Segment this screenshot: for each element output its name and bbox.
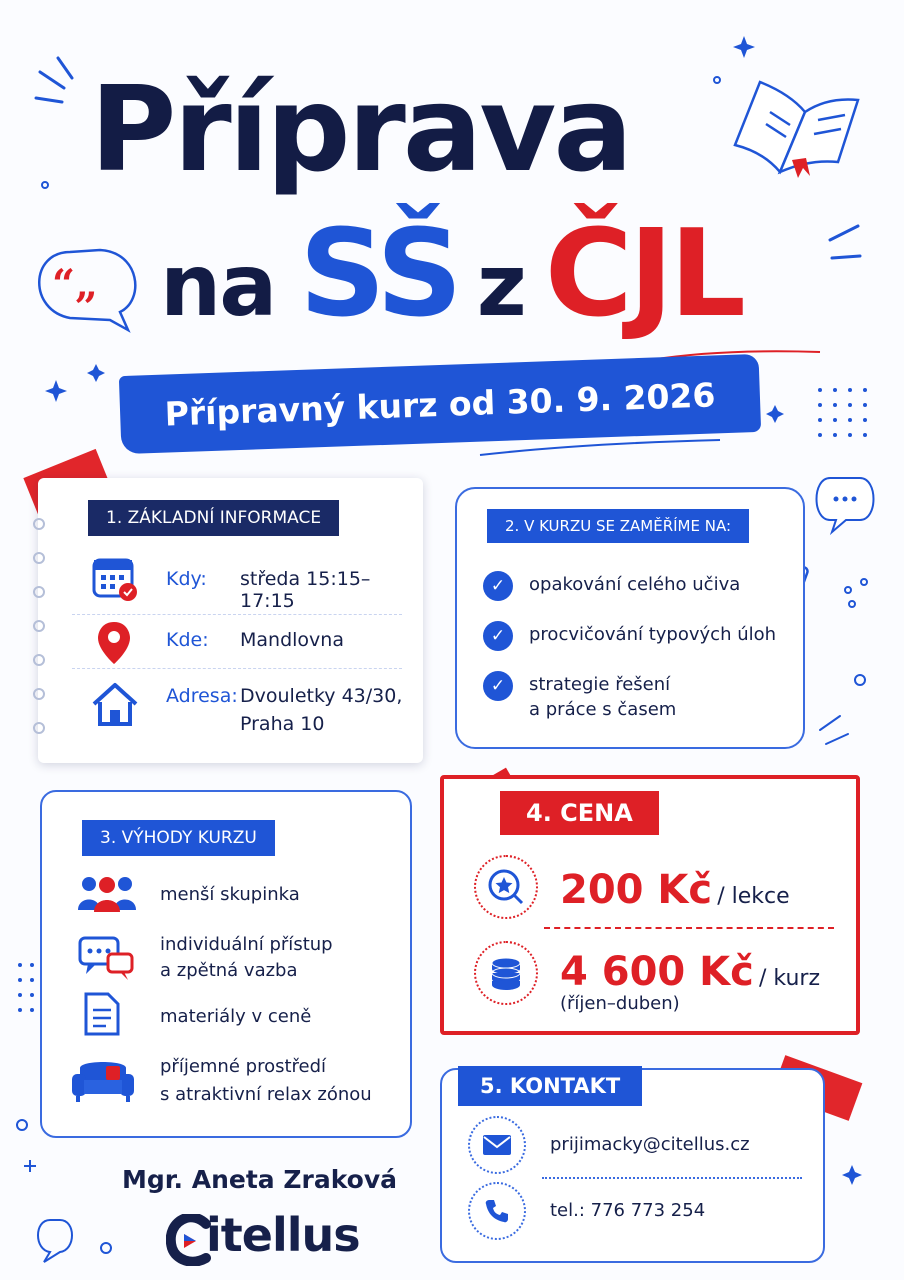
title-cjl: ČJL [544,205,742,344]
home-icon [90,680,140,734]
coins-icon [474,941,538,1005]
where-key: Kde: [166,629,209,651]
contact-email[interactable]: prijimacky@citellus.cz [550,1134,750,1155]
lesson-price-row [560,867,790,913]
check-icon: ✓ [483,571,513,601]
divider [542,1177,802,1179]
document-icon [82,990,122,1042]
benefit-item: menší skupinka [160,884,300,905]
lesson-unit: / lekce [717,884,790,909]
price-tag-icon [474,855,538,919]
course-focus-card [455,487,805,749]
contact-card [440,1068,825,1263]
address-line-1: Dvouletky 43/30, [240,685,403,707]
benefit-item-line-1: příjemné prostředí [160,1056,327,1077]
teacher-name: Mgr. Aneta Zraková [122,1165,397,1194]
focus-item: procvičování typových úloh [529,624,777,645]
when-value: středa 15:15–17:15 [240,568,371,612]
address-key: Adresa: [166,685,238,707]
divider [72,614,402,615]
contact-phone[interactable]: tel.: 776 773 254 [550,1200,706,1221]
benefit-item-line-1: individuální přístup [160,934,333,955]
check-icon: ✓ [483,621,513,651]
course-period: (říjen–duben) [560,993,680,1014]
when-key: Kdy: [166,568,207,590]
title-na: na [160,236,276,336]
price-label: 4. CENA [500,791,659,835]
phone-icon [468,1182,526,1240]
basic-info-label: 1. ZÁKLADNÍ INFORMACE [88,500,339,536]
focus-item: opakování celého učiva [529,574,741,595]
title-line-2 [160,205,742,344]
title-z: z [476,236,527,336]
chat-icon [78,934,138,988]
calendar-icon [90,552,140,606]
divider [544,927,834,929]
benefit-item: materiály v ceně [160,1006,312,1027]
title-ss: SŠ [299,205,459,344]
price-card [440,775,860,1035]
benefit-item-line-2: s atraktivní relax zónou [160,1084,372,1105]
sofa-icon [70,1054,136,1108]
check-icon: ✓ [483,671,513,701]
benefit-item-line-2: a zpětná vazba [160,960,298,981]
contact-label: 5. KONTAKT [458,1066,642,1106]
title-line-1: Příprava [90,60,630,198]
course-price: 4 600 Kč [560,949,754,995]
course-unit: / kurz [758,966,820,991]
benefits-label: 3. VÝHODY KURZU [82,820,275,856]
lesson-price: 200 Kč [560,867,713,913]
benefits-card [40,790,412,1138]
focus-item-line-1: strategie řešení [529,674,671,695]
logo-text: itellus [206,1208,360,1262]
where-value: Mandlovna [240,629,344,651]
svg-text:“„: “„ [52,261,99,308]
address-line-2: Praha 10 [240,713,325,735]
notebook-rings [32,514,46,744]
basic-info-card [38,478,423,763]
group-icon [76,874,138,918]
divider [72,668,402,669]
course-focus-label: 2. V KURZU SE ZAMĚŘÍME NA: [487,509,749,543]
email-icon [468,1116,526,1174]
course-price-row [560,949,820,995]
banner-text: Přípravný kurz od 30. 9. 2026 [164,374,716,434]
focus-item-line-2: a práce s časem [529,699,677,720]
location-pin-icon [94,618,134,672]
